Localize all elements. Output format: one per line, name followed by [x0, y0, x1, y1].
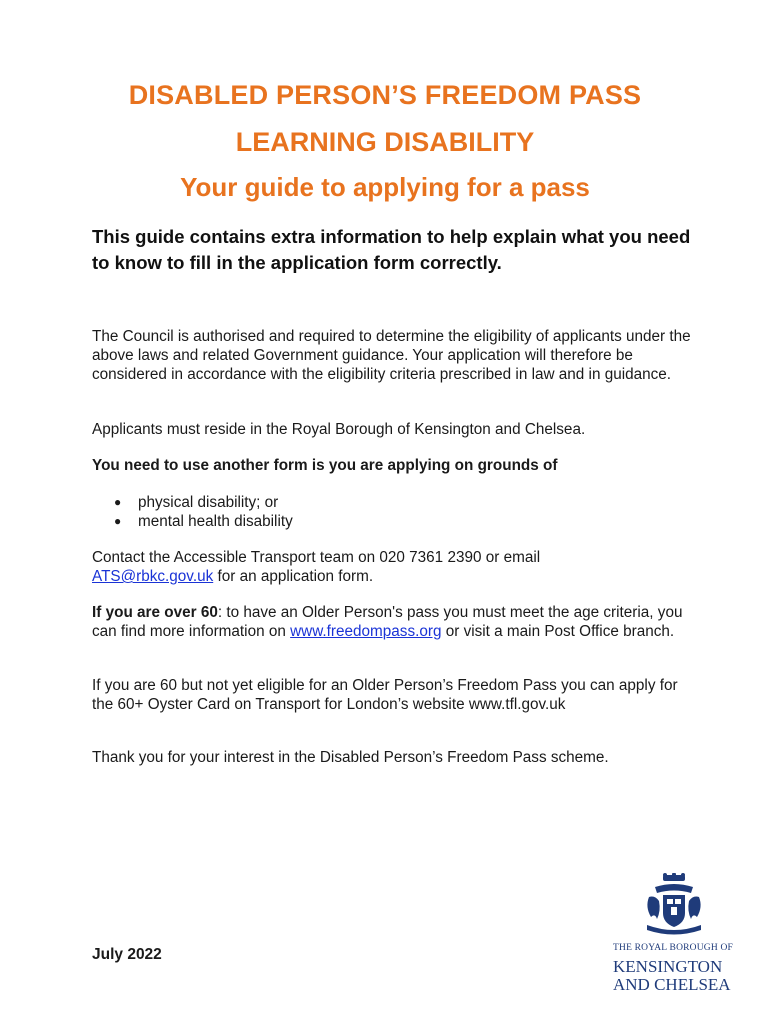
eligibility-paragraph: The Council is authorised and required to determine the eligibility of applicants under the above laws and related Government guidance. Your application will therefore be considered in accordance with the eligibility criteria prescribed in law and in guidance. — [92, 328, 691, 383]
over-60-text: : to have an Older Person's pass you must meet the age criteria, you can find more information on — [92, 604, 683, 640]
lead-paragraph: This guide contains extra information to help explain what you need to know to fill in the application form correctly. — [92, 226, 691, 273]
over-60-paragraph — [92, 603, 692, 641]
list-item — [92, 512, 692, 531]
council-logo — [603, 873, 743, 993]
freedompass-link[interactable]: www.freedompass.org — [290, 623, 442, 640]
thanks-paragraph: Thank you for your interest in the Disabled Person’s Freedom Pass scheme. — [92, 749, 609, 766]
list-item-text: mental health disability — [138, 513, 293, 530]
list-item-text: physical disability; or — [138, 494, 279, 511]
logo-line-2: KENSINGTON — [613, 957, 723, 976]
contact-suffix: for an application form. — [213, 568, 374, 585]
crest-icon — [643, 873, 705, 937]
bullet-icon: ● — [114, 514, 122, 528]
over-60-suffix: or visit a main Post Office branch. — [441, 623, 675, 640]
contact-paragraph — [92, 548, 692, 586]
list-item — [92, 493, 692, 512]
title-learning-disability: LEARNING DISABILITY — [235, 127, 535, 157]
contact-text: Contact the Accessible Transport team on 020 7361 2390 or email — [92, 549, 541, 566]
over-60-label: If you are over 60 — [92, 604, 218, 621]
logo-line-3: AND CHELSEA — [613, 975, 731, 994]
document-date: July 2022 — [92, 946, 162, 963]
subtitle-guide: Your guide to applying for a pass — [180, 172, 590, 202]
title-freedom-pass: DISABLED PERSON’S FREEDOM PASS — [128, 80, 642, 110]
logo-line-1: THE ROYAL BOROUGH OF — [613, 943, 734, 953]
grounds-list — [92, 493, 692, 531]
bullet-icon: ● — [114, 495, 122, 509]
sixty-plus-paragraph: If you are 60 but not yet eligible for an Older Person’s Freedom Pass you can apply for the 60+ Oyster Card on Transport for London’s website www.tfl.gov.uk — [92, 677, 678, 713]
email-link[interactable]: ATS@rbkc.gov.uk — [92, 568, 214, 585]
residence-paragraph: Applicants must reside in the Royal Borough of Kensington and Chelsea. — [92, 421, 586, 438]
other-form-paragraph: You need to use another form is you are applying on grounds of — [92, 457, 558, 474]
